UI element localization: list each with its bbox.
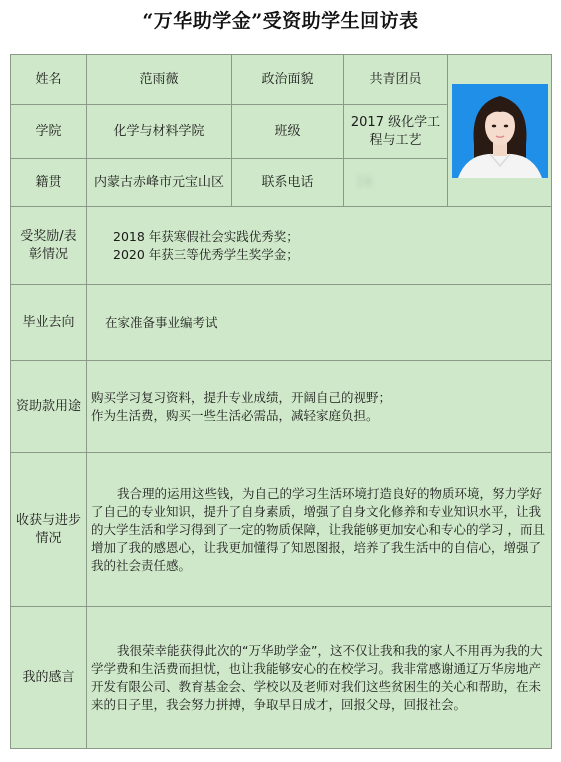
political-label: 政治面貌 (232, 55, 344, 105)
awards-line-2: 2020 年获三等优秀学生奖学金； (113, 246, 299, 262)
class-value: 2017 级化学工程与工艺 (344, 105, 448, 159)
row-name (11, 55, 552, 105)
row-gains (11, 453, 552, 607)
phone-value-cell (344, 159, 448, 207)
college-value: 化学与材料学院 (87, 105, 232, 159)
phone-label: 联系电话 (232, 159, 344, 207)
gains-text: 我合理的运用这些钱，为自己的学习生活环境打造良好的物质环境，努力学好了自己的专业知识，提升了自身素质，增强了自身文化修养和专业知识水平，让我的大学生活和学习得到了一定的物质保障，让我能够更加安心和专心的学习 ，而且增加了我的感恩心，让我更加懂得了知恩图报，培养了我生活中的自信心，增强了我的社会责任感。 (87, 453, 552, 607)
name-value: 范雨薇 (87, 55, 232, 105)
visit-form-table (10, 54, 552, 749)
photo-cell (448, 55, 552, 207)
awards-line-1: 2018 年获寒假社会实践优秀奖； (113, 228, 299, 244)
phone-value: 16 (356, 174, 373, 190)
awards-content (87, 207, 552, 285)
name-label: 姓名 (11, 55, 87, 105)
usage-label: 资助款用途 (11, 361, 87, 453)
class-label: 班级 (232, 105, 344, 159)
destination-label: 毕业去向 (11, 285, 87, 361)
origin-label: 籍贯 (11, 159, 87, 207)
row-awards (11, 207, 552, 285)
destination-value: 在家准备事业编考试 (87, 285, 552, 361)
row-usage (11, 361, 552, 453)
gains-label: 收获与进步情况 (11, 453, 87, 607)
student-photo (452, 84, 548, 178)
usage-line-1: 购买学习复习资料，提升专业成绩，开阔自己的视野； (91, 389, 392, 405)
awards-label: 受奖励/表彰情况 (11, 207, 87, 285)
row-destination (11, 285, 552, 361)
usage-content (87, 361, 552, 453)
origin-value: 内蒙古赤峰市元宝山区 (87, 159, 232, 207)
political-value: 共青团员 (344, 55, 448, 105)
thanks-text: 我很荣幸能获得此次的“万华助学金”，这不仅让我和我的家人不用再为我的大学学费和生活费而担忧，也让我能够安心的在校学习。我非常感谢通辽万华房地产开发有限公司、教育基金会、学校以及老师对我们这些贫困生的关心和帮助，在未来的日子里，我会努力拼搏，争取早日成才，回报父母，回报社会。 (87, 607, 552, 749)
usage-line-2: 作为生活费，购买一些生活必需品，减轻家庭负担。 (91, 407, 379, 423)
thanks-label: 我的感言 (11, 607, 87, 749)
portrait-image (452, 84, 548, 178)
row-thanks (11, 607, 552, 749)
college-label: 学院 (11, 105, 87, 159)
page-title: “万华助学金”受资助学生回访表 (142, 10, 419, 32)
